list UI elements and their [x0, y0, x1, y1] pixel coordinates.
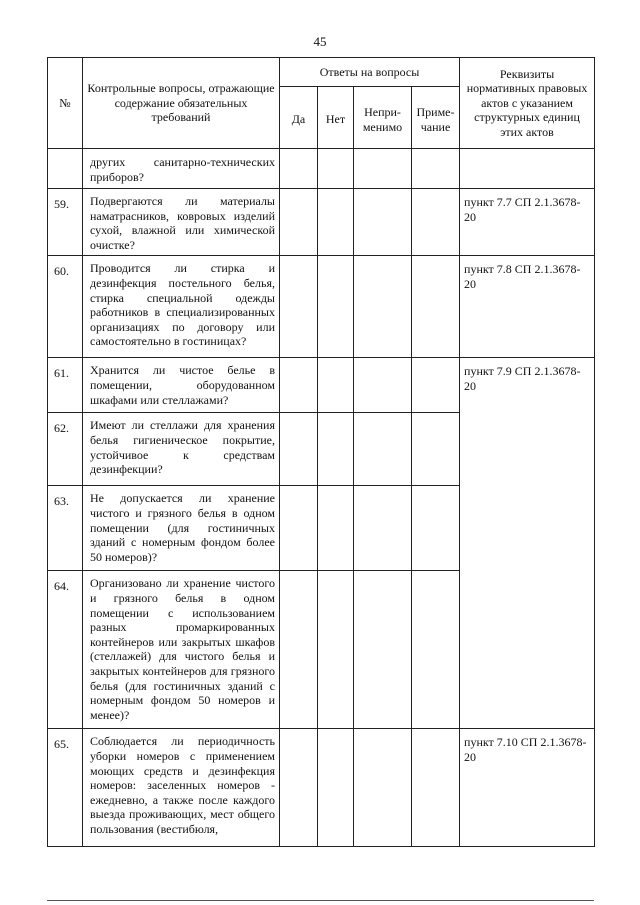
- row-number: 63.: [48, 486, 83, 571]
- cell-no: [318, 729, 354, 847]
- page-bottom-rule: [47, 900, 594, 901]
- cell-yes: [280, 413, 318, 486]
- cell-note: [412, 149, 460, 189]
- row-number: 64.: [48, 571, 83, 729]
- cell-not-applicable: [354, 571, 412, 729]
- cell-note: [412, 358, 460, 413]
- cell-note: [412, 189, 460, 256]
- row-question: Проводится ли стирка и дезинфекция постельного белья, стирка специальной одежды работников в специализированных организациях по договору или самостоятельно в гостиницах?: [83, 256, 280, 358]
- row-requisites: пункт 7.9 СП 2.1.3678-20: [460, 358, 595, 729]
- header-no: Нет: [318, 87, 354, 149]
- header-number: №: [48, 58, 83, 149]
- row-requisites: пункт 7.8 СП 2.1.3678-20: [460, 256, 595, 358]
- cell-note: [412, 413, 460, 486]
- table-row: [48, 729, 595, 847]
- cell-not-applicable: [354, 149, 412, 189]
- cell-yes: [280, 256, 318, 358]
- header-note: Приме- чание: [412, 87, 460, 149]
- header-questions: Контрольные вопросы, отражающие содержание обязательных требований: [83, 58, 280, 149]
- row-number: 62.: [48, 413, 83, 486]
- cell-note: [412, 729, 460, 847]
- cell-not-applicable: [354, 256, 412, 358]
- row-number: 61.: [48, 358, 83, 413]
- cell-number: [48, 149, 83, 189]
- table-header-row: [48, 58, 595, 87]
- cell-yes: [280, 486, 318, 571]
- cell-yes: [280, 189, 318, 256]
- row-question: Подвергаются ли материалы наматрасников, ковровых изделий сухой, влажной или химической очистке?: [83, 189, 280, 256]
- table-row-continuation: [48, 149, 595, 189]
- row-number: 59.: [48, 189, 83, 256]
- header-requisites: Реквизиты нормативных правовых актов с указанием структурных единиц этих актов: [460, 58, 595, 149]
- row-requisites: пункт 7.10 СП 2.1.3678-20: [460, 729, 595, 847]
- cell-yes: [280, 571, 318, 729]
- cell-not-applicable: [354, 358, 412, 413]
- cell-no: [318, 189, 354, 256]
- cell-note: [412, 571, 460, 729]
- header-yes: Да: [280, 87, 318, 149]
- row-question: Имеют ли стеллажи для хранения белья гигиеническое покрытие, устойчивое к средствам дезинфекции?: [83, 413, 280, 486]
- row-number: 60.: [48, 256, 83, 358]
- cell-yes: [280, 358, 318, 413]
- row-question: Хранится ли чистое белье в помещении, оборудованном шкафами или стеллажами?: [83, 358, 280, 413]
- cell-yes: [280, 149, 318, 189]
- row-question: Не допускается ли хранение чистого и грязного белья в одном помещении (для гостиничных зданий с номерным фондом более 50 номеров)?: [83, 486, 280, 571]
- row-question: Организовано ли хранение чистого и грязного белья в одном помещении с использованием разных промаркированных контейнеров или закрытых шкафов (стеллажей) для чистого белья и закрытых контейнеров для грязного белья (для гостиничных зданий с номерным фондом 50 номеров и менее)?: [83, 571, 280, 729]
- cell-note: [412, 486, 460, 571]
- cell-no: [318, 571, 354, 729]
- cell-requisites: [460, 149, 595, 189]
- cell-not-applicable: [354, 189, 412, 256]
- table-row: [48, 256, 595, 358]
- row-question: Соблюдается ли периодичность уборки номеров с применением моющих средств и дезинфекция номеров: заселенных номеров - ежедневно, а также после каждого выезда проживающих, мест общего пользования (вестибюля,: [83, 729, 280, 847]
- cell-note: [412, 256, 460, 358]
- header-not-applicable: Непри- менимо: [354, 87, 412, 149]
- cell-no: [318, 486, 354, 571]
- checklist-table: [47, 57, 595, 847]
- cell-no: [318, 256, 354, 358]
- cell-no: [318, 149, 354, 189]
- cell-not-applicable: [354, 413, 412, 486]
- table-row: [48, 358, 595, 413]
- page-number: 45: [313, 34, 327, 49]
- cell-not-applicable: [354, 486, 412, 571]
- cell-yes: [280, 729, 318, 847]
- cell-question: других санитарно-технических приборов?: [83, 149, 280, 189]
- row-requisites: пункт 7.7 СП 2.1.3678-20: [460, 189, 595, 256]
- row-number: 65.: [48, 729, 83, 847]
- cell-not-applicable: [354, 729, 412, 847]
- table-row: [48, 189, 595, 256]
- cell-no: [318, 358, 354, 413]
- header-answers: Ответы на вопросы: [280, 58, 460, 87]
- cell-no: [318, 413, 354, 486]
